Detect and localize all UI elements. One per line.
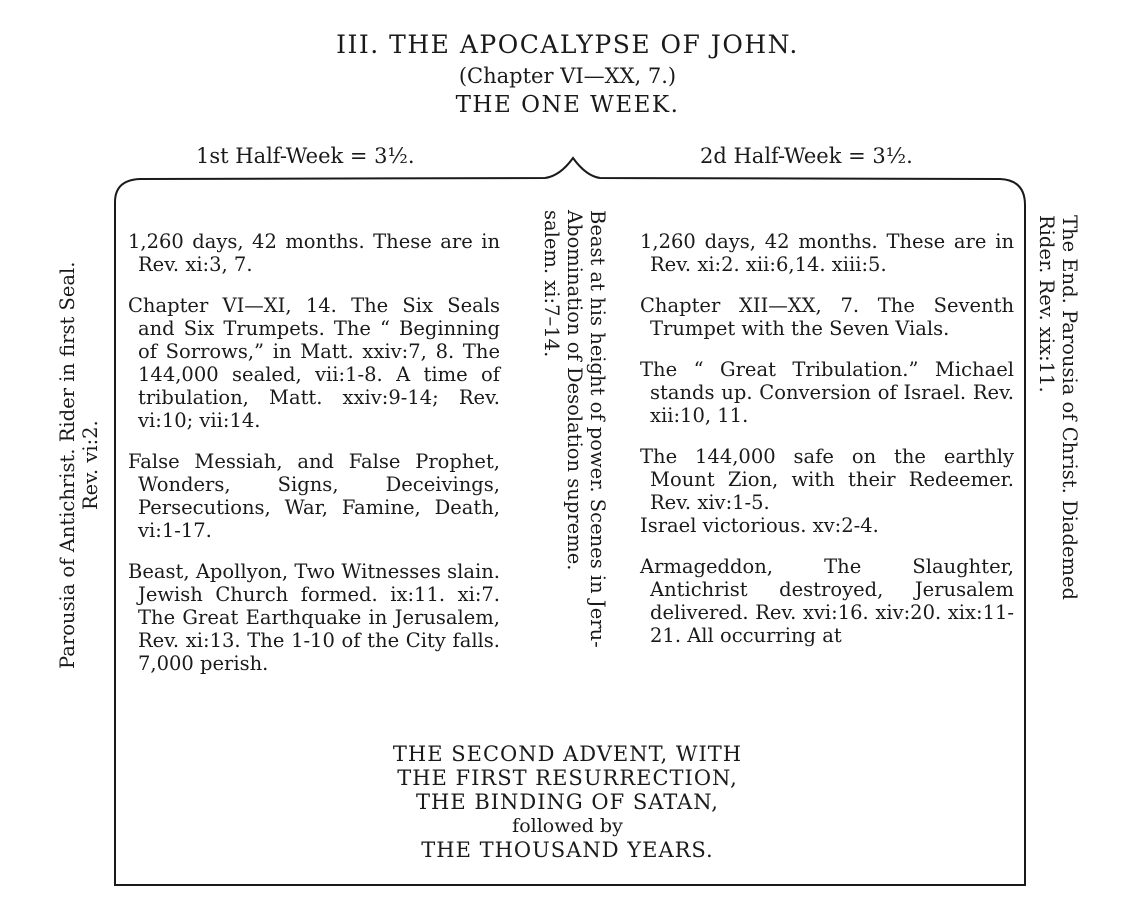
- advent-line: THE BINDING OF SATAN,: [416, 790, 719, 814]
- text-block: 1,260 days, 42 months. These are in Rev. xi:3, 7.: [128, 230, 500, 276]
- right-margin-note: [1035, 215, 1081, 715]
- second-half-week-label: 2d Half-Week = 3½.: [700, 144, 913, 168]
- second-half-column: [640, 230, 1014, 665]
- text-block: 1,260 days, 42 months. These are in Rev. xi:2. xii:6,14. xiii:5.: [640, 230, 1014, 276]
- second-advent-block: [0, 742, 1135, 862]
- right-margin-line: The End. Parousia of Christ. Diademed: [1058, 215, 1081, 601]
- text-block: Armageddon, The Slaughter, Antichrist destroyed, Jerusalem delivered. Rev. xvi:16. xiv:20. xix:11-21. All occurring at: [640, 555, 1014, 647]
- text-block: The “ Great Tribulation.” Michael stands up. Conversion of Israel. Rev. xii:10, 11.: [640, 358, 1014, 427]
- left-margin-note: [56, 215, 102, 715]
- chapter-range: (Chapter VI—XX, 7.): [458, 64, 677, 88]
- right-margin-line: Rider. Rev. xix:11.: [1035, 215, 1058, 393]
- left-margin-line: Rev. vi:2.: [79, 420, 102, 510]
- advent-line: followed by: [512, 815, 623, 837]
- text-block: False Messiah, and False Prophet, Wonders, Signs, Deceivings, Persecutions, War, Famine, Death, vi:1-17.: [128, 450, 500, 542]
- text-block: The 144,000 safe on the earthly Mount Zion, with their Redeemer. Rev. xiv:1-5.: [640, 445, 1014, 514]
- center-dividing-note: [540, 210, 609, 730]
- left-margin-line: Parousia of Antichrist. Rider in first Seal.: [56, 261, 79, 669]
- page-title: III. THE APOCALYPSE OF JOHN.: [336, 30, 799, 59]
- text-block: Israel victorious. xv:2-4.: [640, 514, 879, 537]
- first-half-column: [128, 230, 500, 693]
- section-heading: THE ONE WEEK.: [455, 92, 680, 118]
- center-note-line: Beast at his height of power. Scenes in Jeru-: [586, 210, 609, 648]
- advent-line: THE THOUSAND YEARS.: [421, 838, 714, 862]
- text-block: Chapter XII—XX, 7. The Seventh Trumpet with the Seven Vials.: [640, 294, 1014, 340]
- advent-line: THE SECOND ADVENT, WITH: [392, 742, 743, 766]
- first-half-week-label: 1st Half-Week = 3½.: [196, 144, 415, 168]
- center-note-line: Abomination of Desolation supreme.: [563, 210, 586, 571]
- text-block: Chapter VI—XI, 14. The Six Seals and Six Trumpets. The “ Beginning of Sorrows,” in Matt. xxiv:7, 8. The 144,000 sealed, vii:1-8. A time of tribulation, Matt. xxiv:9-14; Rev. vi:10; vii:14.: [128, 294, 500, 432]
- text-block: Beast, Apollyon, Two Witnesses slain. Jewish Church formed. ix:11. xi:7. The Great Earthquake in Jerusalem, Rev. xi:13. The 1-10 of the City falls. 7,000 perish.: [128, 560, 500, 675]
- center-note-line: salem. xi:7–14.: [540, 210, 563, 358]
- advent-line: THE FIRST RESURRECTION,: [397, 766, 738, 790]
